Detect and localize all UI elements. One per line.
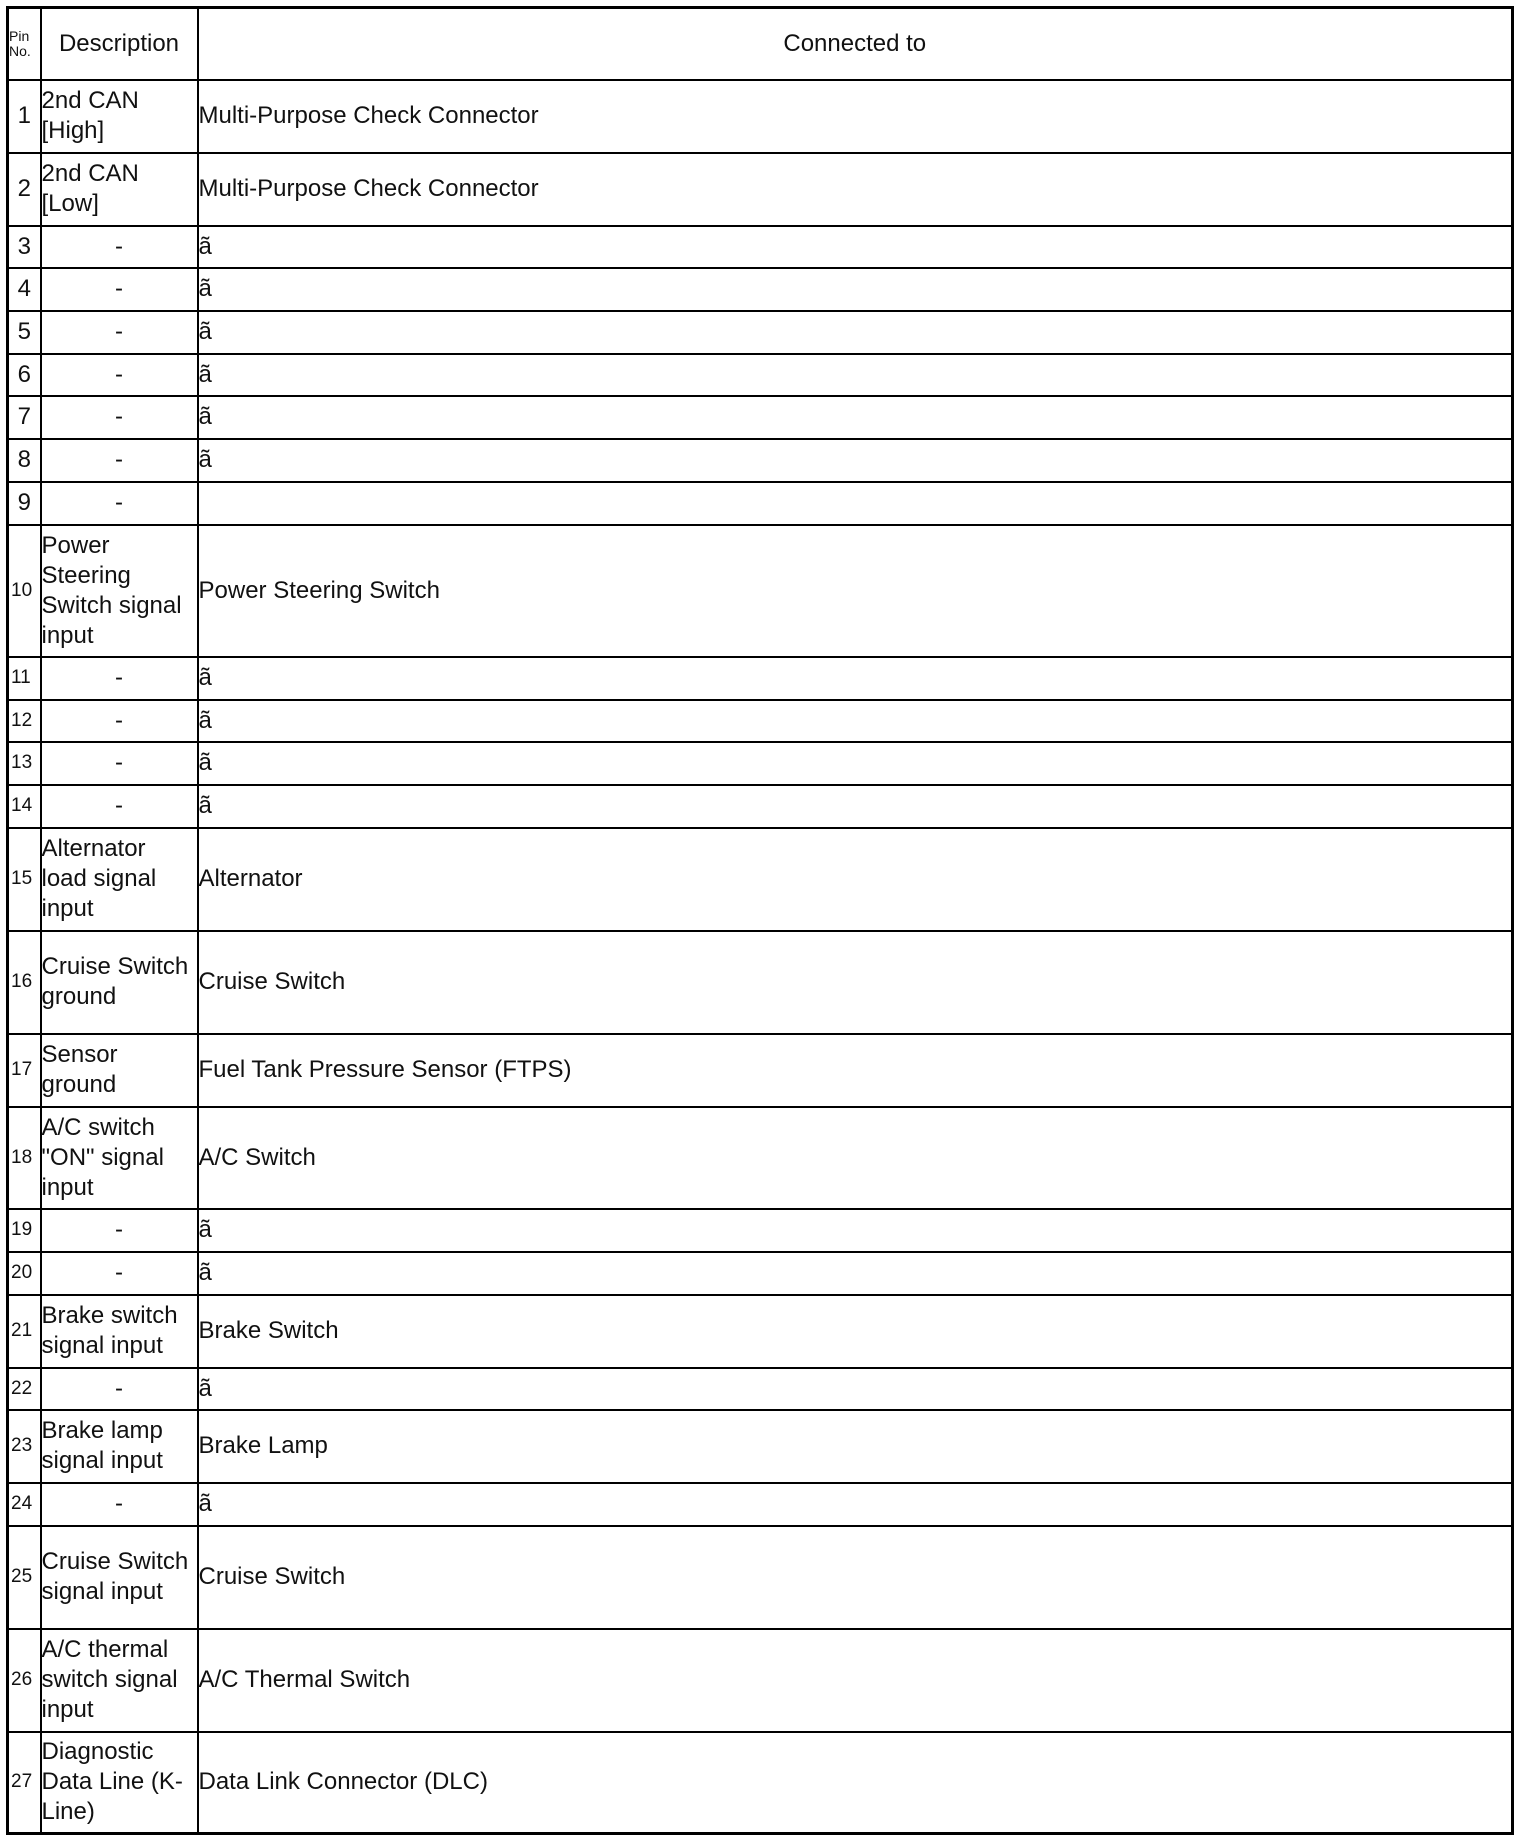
pin-number: 16 <box>8 931 41 1034</box>
pin-number: 4 <box>8 268 41 311</box>
pin-number: 20 <box>8 1252 41 1295</box>
pin-connected-to: A/C Thermal Switch <box>198 1629 1513 1732</box>
pin-number: 1 <box>8 80 41 153</box>
pin-number: 24 <box>8 1483 41 1526</box>
pin-number: 17 <box>8 1034 41 1107</box>
table-row <box>8 153 1513 226</box>
pin-number: 11 <box>8 657 41 700</box>
pin-description: A/C thermal switch signal input <box>41 1629 198 1732</box>
pin-connected-to: A/C Switch <box>198 1107 1513 1209</box>
pin-connected-to: ã <box>198 1368 1513 1410</box>
header-connected-to: Connected to <box>198 8 1513 80</box>
pin-description: - <box>41 1483 198 1526</box>
pin-description: Brake switch signal input <box>41 1295 198 1368</box>
table-row <box>8 742 1513 785</box>
table-row <box>8 1107 1513 1209</box>
pin-description: - <box>41 396 198 439</box>
pin-description: Cruise Switch signal input <box>41 1526 198 1629</box>
pin-description: - <box>41 1209 198 1252</box>
pin-table <box>6 6 1514 1835</box>
table-row <box>8 482 1513 525</box>
pin-connected-to: Fuel Tank Pressure Sensor (FTPS) <box>198 1034 1513 1107</box>
pin-description: Brake lamp signal input <box>41 1410 198 1483</box>
table-row <box>8 785 1513 828</box>
table-row <box>8 1252 1513 1295</box>
pin-description: - <box>41 700 198 742</box>
pin-description: - <box>41 742 198 785</box>
pin-description: 2nd CAN [High] <box>41 80 198 153</box>
pin-connected-to: ã <box>198 742 1513 785</box>
pin-number: 6 <box>8 354 41 396</box>
pin-number: 8 <box>8 439 41 482</box>
pin-number: 14 <box>8 785 41 828</box>
pin-number: 7 <box>8 396 41 439</box>
pin-number: 19 <box>8 1209 41 1252</box>
table-body <box>8 80 1513 1834</box>
table-row <box>8 268 1513 311</box>
table-row <box>8 1209 1513 1252</box>
header-description: Description <box>41 8 198 80</box>
pin-connected-to: Cruise Switch <box>198 1526 1513 1629</box>
table-row <box>8 1295 1513 1368</box>
pin-connected-to: ã <box>198 785 1513 828</box>
table-row <box>8 226 1513 268</box>
pin-connected-to: ã <box>198 1483 1513 1526</box>
pin-description: - <box>41 439 198 482</box>
table-row <box>8 396 1513 439</box>
pin-number: 10 <box>8 525 41 657</box>
pin-number: 12 <box>8 700 41 742</box>
pin-connected-to: Brake Switch <box>198 1295 1513 1368</box>
pin-connected-to: Alternator <box>198 828 1513 931</box>
table-row <box>8 354 1513 396</box>
pin-description: Alternator load signal input <box>41 828 198 931</box>
pin-connected-to: ã <box>198 1252 1513 1295</box>
pin-number: 5 <box>8 311 41 354</box>
table-row <box>8 1483 1513 1526</box>
pin-number: 27 <box>8 1732 41 1834</box>
pin-connected-to: ã <box>198 354 1513 396</box>
pin-number: 21 <box>8 1295 41 1368</box>
pin-connected-to: ã <box>198 226 1513 268</box>
table-row <box>8 828 1513 931</box>
pin-number: 9 <box>8 482 41 525</box>
table-row <box>8 1526 1513 1629</box>
pin-connected-to: Power Steering Switch <box>198 525 1513 657</box>
pin-description: Diagnostic Data Line (K-Line) <box>41 1732 198 1834</box>
pin-connected-to: Multi-Purpose Check Connector <box>198 80 1513 153</box>
table-header <box>8 8 1513 80</box>
table-row <box>8 311 1513 354</box>
pin-connected-to: Cruise Switch <box>198 931 1513 1034</box>
pin-description: - <box>41 226 198 268</box>
pin-connected-to: ã <box>198 1209 1513 1252</box>
table-row <box>8 1410 1513 1483</box>
header-pin-no: Pin No. <box>8 8 41 80</box>
pin-connected-to: ã <box>198 311 1513 354</box>
table-row <box>8 657 1513 700</box>
pin-description: - <box>41 785 198 828</box>
pin-number: 13 <box>8 742 41 785</box>
pin-connected-to: ã <box>198 268 1513 311</box>
pin-connected-to: ã <box>198 657 1513 700</box>
header-row <box>8 8 1513 80</box>
table-row <box>8 525 1513 657</box>
pin-description: - <box>41 482 198 525</box>
table-row <box>8 1732 1513 1834</box>
pin-connected-to <box>198 482 1513 525</box>
pin-number: 26 <box>8 1629 41 1732</box>
pin-description: 2nd CAN [Low] <box>41 153 198 226</box>
pin-number: 2 <box>8 153 41 226</box>
pin-description: Power Steering Switch signal input <box>41 525 198 657</box>
table-row <box>8 1034 1513 1107</box>
table-row <box>8 439 1513 482</box>
pin-number: 3 <box>8 226 41 268</box>
pin-connected-to: ã <box>198 439 1513 482</box>
pin-number: 23 <box>8 1410 41 1483</box>
table-row <box>8 1368 1513 1410</box>
pin-description: - <box>41 354 198 396</box>
pin-description: - <box>41 1252 198 1295</box>
pin-number: 15 <box>8 828 41 931</box>
table-row <box>8 80 1513 153</box>
pin-description: Sensor ground <box>41 1034 198 1107</box>
pin-connected-to: Brake Lamp <box>198 1410 1513 1483</box>
pin-description: - <box>41 268 198 311</box>
pin-number: 25 <box>8 1526 41 1629</box>
pin-number: 22 <box>8 1368 41 1410</box>
pin-description: - <box>41 311 198 354</box>
table-row <box>8 1629 1513 1732</box>
pin-connected-to: ã <box>198 396 1513 439</box>
pin-number: 18 <box>8 1107 41 1209</box>
table-row <box>8 700 1513 742</box>
table-row <box>8 931 1513 1034</box>
pin-description: Cruise Switch ground <box>41 931 198 1034</box>
pin-description: - <box>41 657 198 700</box>
pin-description: A/C switch "ON" signal input <box>41 1107 198 1209</box>
pin-connected-to: ã <box>198 700 1513 742</box>
pin-description: - <box>41 1368 198 1410</box>
pin-connected-to: Multi-Purpose Check Connector <box>198 153 1513 226</box>
pin-connected-to: Data Link Connector (DLC) <box>198 1732 1513 1834</box>
